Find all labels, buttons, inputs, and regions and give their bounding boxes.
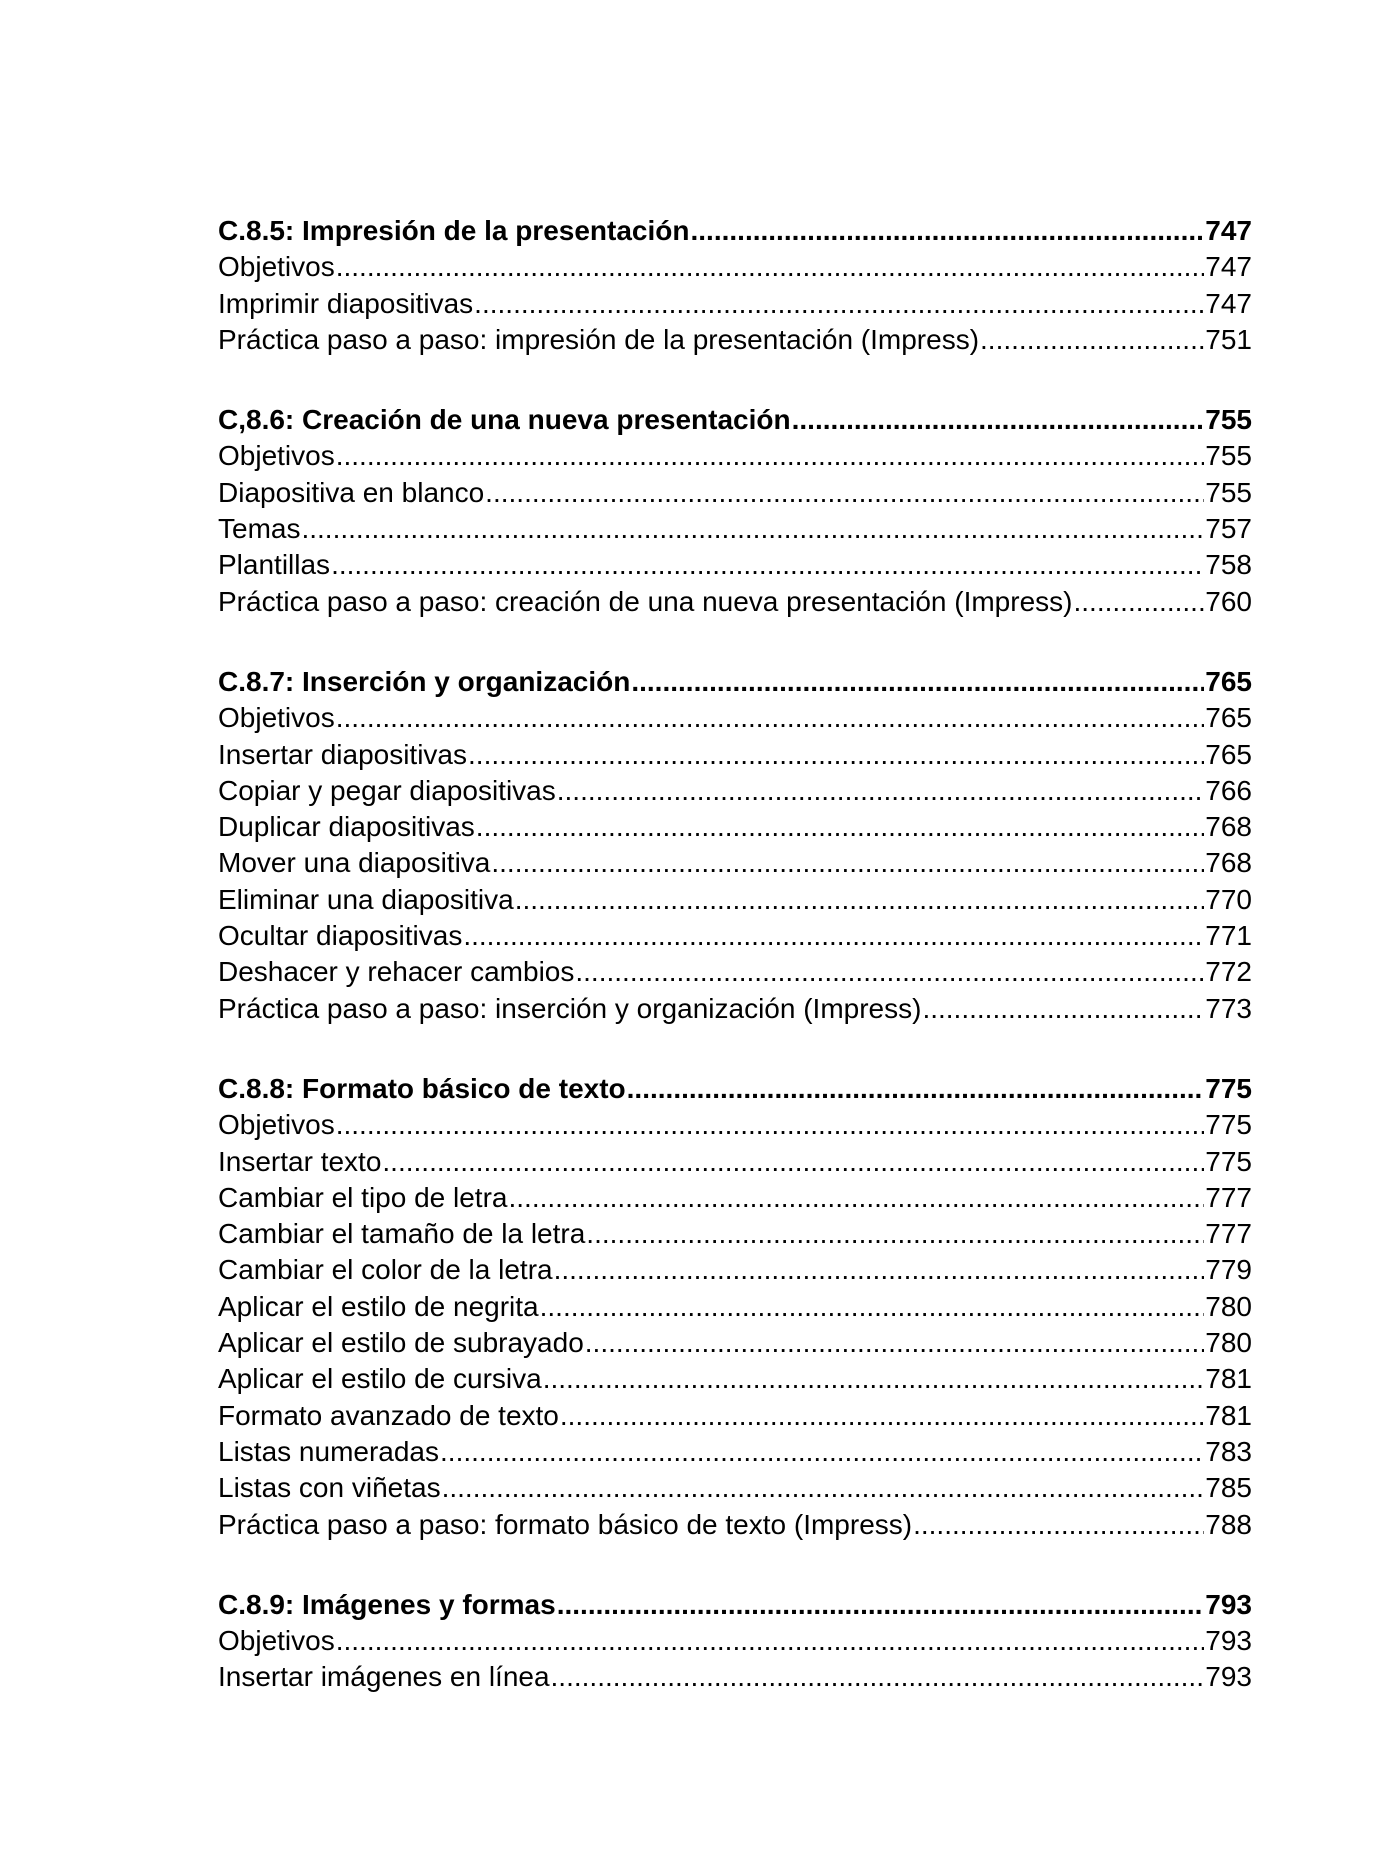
toc-leader-dots bbox=[792, 402, 1205, 438]
toc-entry-title: Insertar texto bbox=[218, 1145, 382, 1177]
toc-entry[interactable] bbox=[218, 1325, 1252, 1361]
toc-entry-title: Práctica paso a paso: inserción y organización (Impress) bbox=[218, 992, 922, 1024]
toc-entry[interactable] bbox=[218, 584, 1252, 620]
toc-entry[interactable] bbox=[218, 1623, 1252, 1659]
toc-entry-page: 768 bbox=[1205, 847, 1252, 879]
toc-leader-dots bbox=[463, 918, 1204, 954]
toc-leader-dots bbox=[476, 809, 1204, 845]
toc-section-heading[interactable] bbox=[218, 213, 1252, 249]
toc-entry-title: Objetivos bbox=[218, 440, 335, 472]
toc-entry[interactable] bbox=[218, 1361, 1252, 1397]
toc-entry-title: Práctica paso a paso: impresión de la presentación (Impress) bbox=[218, 323, 980, 355]
toc-entry[interactable] bbox=[218, 547, 1252, 583]
toc-entry[interactable] bbox=[218, 845, 1252, 881]
toc-entry-page: 793 bbox=[1205, 1661, 1252, 1693]
toc-entry-page: 765 bbox=[1205, 738, 1252, 770]
toc-section bbox=[218, 664, 1252, 1027]
toc-heading-title: C.8.5: Impresión de la presentación bbox=[218, 215, 690, 246]
toc-leader-dots bbox=[980, 322, 1204, 358]
toc-entry-title: Aplicar el estilo de negrita bbox=[218, 1290, 539, 1322]
toc-entry[interactable] bbox=[218, 1180, 1252, 1216]
toc-heading-page: 747 bbox=[1205, 215, 1252, 246]
toc-entry-title: Cambiar el tamaño de la letra bbox=[218, 1218, 586, 1250]
toc-entry-title: Objetivos bbox=[218, 1109, 335, 1141]
toc-entry-page: 766 bbox=[1205, 774, 1252, 806]
toc-entry[interactable] bbox=[218, 249, 1252, 285]
toc-entry-page: 775 bbox=[1205, 1145, 1252, 1177]
toc-leader-dots bbox=[491, 845, 1204, 881]
toc-entry-title: Objetivos bbox=[218, 702, 335, 734]
toc-entry[interactable] bbox=[218, 1507, 1252, 1543]
toc-heading-title: C.8.7: Inserción y organización bbox=[218, 665, 631, 697]
toc-leader-dots bbox=[557, 1587, 1205, 1623]
toc-entry[interactable] bbox=[218, 1470, 1252, 1506]
table-of-contents bbox=[218, 213, 1252, 1740]
toc-leader-dots bbox=[631, 664, 1204, 700]
toc-leader-dots bbox=[336, 249, 1205, 285]
toc-entry-page: 793 bbox=[1205, 1625, 1252, 1657]
toc-leader-dots bbox=[474, 286, 1204, 322]
toc-section bbox=[218, 1071, 1252, 1543]
toc-entry-page: 781 bbox=[1205, 1363, 1252, 1395]
toc-leader-dots bbox=[543, 1361, 1205, 1397]
toc-leader-dots bbox=[336, 1107, 1205, 1143]
toc-entry[interactable] bbox=[218, 511, 1252, 547]
toc-leader-dots bbox=[540, 1289, 1205, 1325]
toc-leader-dots bbox=[690, 213, 1204, 249]
toc-heading-page: 793 bbox=[1205, 1588, 1252, 1620]
toc-leader-dots bbox=[331, 547, 1204, 583]
toc-entry-page: 758 bbox=[1205, 549, 1252, 581]
toc-entry-page: 747 bbox=[1205, 251, 1252, 283]
toc-section bbox=[218, 213, 1252, 358]
toc-leader-dots bbox=[515, 882, 1205, 918]
toc-entry-title: Cambiar el color de la letra bbox=[218, 1254, 553, 1286]
toc-entry-title: Plantillas bbox=[218, 549, 331, 581]
toc-entry[interactable] bbox=[218, 1289, 1252, 1325]
toc-entry-title: Temas bbox=[218, 513, 301, 545]
toc-entry-title: Cambiar el tipo de letra bbox=[218, 1181, 508, 1213]
toc-leader-dots bbox=[1073, 584, 1204, 620]
toc-entry[interactable] bbox=[218, 286, 1252, 322]
toc-entry[interactable] bbox=[218, 1398, 1252, 1434]
toc-entry-title: Ocultar diapositivas bbox=[218, 920, 463, 952]
toc-entry-title: Objetivos bbox=[218, 251, 335, 283]
toc-entry-page: 765 bbox=[1205, 702, 1252, 734]
toc-entry-page: 777 bbox=[1205, 1218, 1252, 1250]
toc-entry-page: 780 bbox=[1205, 1327, 1252, 1359]
toc-entry-title: Práctica paso a paso: creación de una nueva presentación (Impress) bbox=[218, 585, 1073, 617]
toc-heading-page: 755 bbox=[1205, 404, 1252, 436]
toc-entry-page: 770 bbox=[1205, 883, 1252, 915]
toc-section-heading[interactable] bbox=[218, 664, 1252, 700]
toc-entry[interactable] bbox=[218, 773, 1252, 809]
toc-leader-dots bbox=[336, 700, 1205, 736]
toc-section-heading[interactable] bbox=[218, 1071, 1252, 1107]
toc-entry[interactable] bbox=[218, 1216, 1252, 1252]
toc-heading-page: 775 bbox=[1205, 1072, 1252, 1104]
toc-leader-dots bbox=[485, 475, 1204, 511]
toc-entry-page: 772 bbox=[1205, 956, 1252, 988]
toc-entry[interactable] bbox=[218, 1434, 1252, 1470]
toc-leader-dots bbox=[575, 954, 1204, 990]
toc-entry[interactable] bbox=[218, 1107, 1252, 1143]
toc-entry-page: 773 bbox=[1205, 992, 1252, 1024]
toc-entry[interactable] bbox=[218, 954, 1252, 990]
toc-entry-page: 751 bbox=[1205, 323, 1252, 355]
toc-entry-title: Deshacer y rehacer cambios bbox=[218, 956, 575, 988]
toc-entry[interactable] bbox=[218, 882, 1252, 918]
toc-leader-dots bbox=[913, 1507, 1204, 1543]
toc-entry-page: 780 bbox=[1205, 1290, 1252, 1322]
toc-entry-page: 775 bbox=[1205, 1109, 1252, 1141]
toc-entry-title: Insertar diapositivas bbox=[218, 738, 468, 770]
toc-leader-dots bbox=[336, 1623, 1205, 1659]
toc-leader-dots bbox=[442, 1470, 1205, 1506]
toc-entry-title: Listas con viñetas bbox=[218, 1472, 441, 1504]
toc-leader-dots bbox=[586, 1216, 1204, 1252]
toc-leader-dots bbox=[560, 1398, 1204, 1434]
toc-entry-page: 768 bbox=[1205, 811, 1252, 843]
toc-entry[interactable] bbox=[218, 1252, 1252, 1288]
toc-heading-title: C.8.9: Imágenes y formas bbox=[218, 1588, 556, 1620]
toc-entry-page: 788 bbox=[1205, 1508, 1252, 1540]
toc-entry-page: 757 bbox=[1205, 513, 1252, 545]
toc-leader-dots bbox=[440, 1434, 1204, 1470]
toc-entry[interactable] bbox=[218, 918, 1252, 954]
toc-leader-dots bbox=[922, 991, 1204, 1027]
toc-entry-page: 771 bbox=[1205, 920, 1252, 952]
toc-entry-page: 783 bbox=[1205, 1435, 1252, 1467]
toc-entry-title: Formato avanzado de texto bbox=[218, 1399, 559, 1431]
toc-entry-title: Eliminar una diapositiva bbox=[218, 883, 514, 915]
toc-entry-title: Copiar y pegar diapositivas bbox=[218, 774, 556, 806]
toc-entry[interactable] bbox=[218, 809, 1252, 845]
toc-entry-title: Práctica paso a paso: formato básico de texto (Impress) bbox=[218, 1508, 913, 1540]
toc-leader-dots bbox=[554, 1252, 1205, 1288]
toc-leader-dots bbox=[468, 737, 1204, 773]
toc-entry-page: 777 bbox=[1205, 1181, 1252, 1213]
toc-entry[interactable] bbox=[218, 475, 1252, 511]
toc-entry-title: Duplicar diapositivas bbox=[218, 811, 475, 843]
toc-entry-title: Aplicar el estilo de cursiva bbox=[218, 1363, 542, 1395]
toc-leader-dots bbox=[557, 773, 1205, 809]
toc-section bbox=[218, 402, 1252, 620]
toc-section bbox=[218, 1587, 1252, 1696]
toc-entry-title: Imprimir diapositivas bbox=[218, 287, 474, 319]
toc-leader-dots bbox=[382, 1144, 1204, 1180]
toc-entry-page: 781 bbox=[1205, 1399, 1252, 1431]
toc-section-heading[interactable] bbox=[218, 1587, 1252, 1623]
toc-heading-page: 765 bbox=[1205, 665, 1252, 697]
toc-leader-dots bbox=[627, 1071, 1205, 1107]
toc-entry[interactable] bbox=[218, 991, 1252, 1027]
toc-entry[interactable] bbox=[218, 1144, 1252, 1180]
toc-entry[interactable] bbox=[218, 438, 1252, 474]
toc-entry[interactable] bbox=[218, 700, 1252, 736]
toc-entry-page: 755 bbox=[1205, 476, 1252, 508]
toc-entry-page: 755 bbox=[1205, 440, 1252, 472]
toc-entry-page: 760 bbox=[1205, 585, 1252, 617]
toc-entry-title: Objetivos bbox=[218, 1625, 335, 1657]
toc-entry-title: Insertar imágenes en línea bbox=[218, 1661, 550, 1693]
toc-leader-dots bbox=[551, 1659, 1205, 1695]
toc-entry-title: Aplicar el estilo de subrayado bbox=[218, 1327, 584, 1359]
toc-heading-title: C,8.6: Creación de una nueva presentación bbox=[218, 404, 791, 436]
toc-section-heading[interactable] bbox=[218, 402, 1252, 438]
toc-leader-dots bbox=[508, 1180, 1204, 1216]
toc-leader-dots bbox=[336, 438, 1205, 474]
toc-entry-title: Mover una diapositiva bbox=[218, 847, 491, 879]
toc-entry-title: Diapositiva en blanco bbox=[218, 476, 485, 508]
toc-entry-title: Listas numeradas bbox=[218, 1435, 440, 1467]
toc-entry-page: 747 bbox=[1205, 287, 1252, 319]
toc-leader-dots bbox=[301, 511, 1204, 547]
toc-leader-dots bbox=[585, 1325, 1205, 1361]
toc-heading-title: C.8.8: Formato básico de texto bbox=[218, 1072, 626, 1104]
toc-entry-page: 785 bbox=[1205, 1472, 1252, 1504]
toc-entry[interactable] bbox=[218, 322, 1252, 358]
toc-entry-page: 779 bbox=[1205, 1254, 1252, 1286]
toc-entry[interactable] bbox=[218, 1659, 1252, 1695]
toc-entry[interactable] bbox=[218, 737, 1252, 773]
